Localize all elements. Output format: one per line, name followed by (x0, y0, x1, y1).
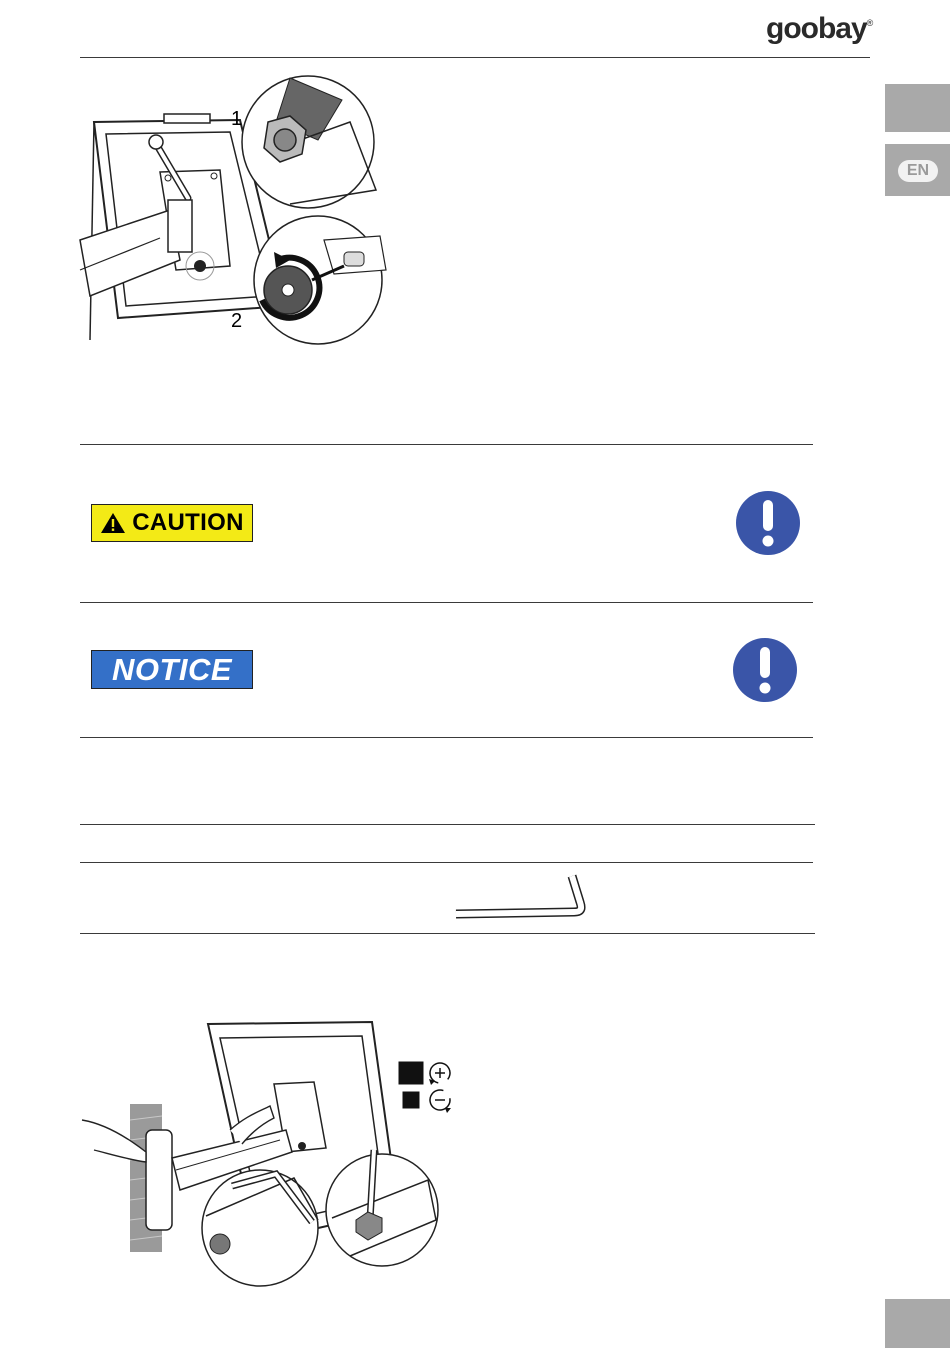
tension-low-square-icon (402, 1091, 420, 1109)
header-rule (80, 57, 870, 58)
side-tab-bottom (885, 1299, 950, 1348)
warning-triangle-icon (100, 512, 126, 534)
tension-high-square-icon (398, 1061, 424, 1085)
section-rule (80, 824, 815, 825)
section-rule (80, 862, 813, 863)
notice-text: NOTICE (111, 651, 233, 687)
rotate-minus-icon (427, 1088, 453, 1114)
section-rule (80, 737, 813, 738)
section-rule (80, 444, 813, 445)
notice-label (91, 650, 253, 689)
exclamation-circle-icon (733, 638, 797, 702)
caution-label (91, 504, 253, 542)
exclamation-circle-icon (736, 491, 800, 555)
allen-key-icon (454, 872, 586, 928)
callout-1: 1 (231, 108, 243, 130)
caution-text: CAUTION (132, 509, 244, 536)
side-tab-top (885, 84, 950, 132)
section-rule (80, 602, 813, 603)
rotate-plus-icon (427, 1061, 453, 1087)
brand-logo: goobay® (766, 12, 873, 45)
callout-2: 2 (231, 310, 243, 332)
language-badge: EN (898, 160, 938, 182)
section-rule (80, 933, 815, 934)
